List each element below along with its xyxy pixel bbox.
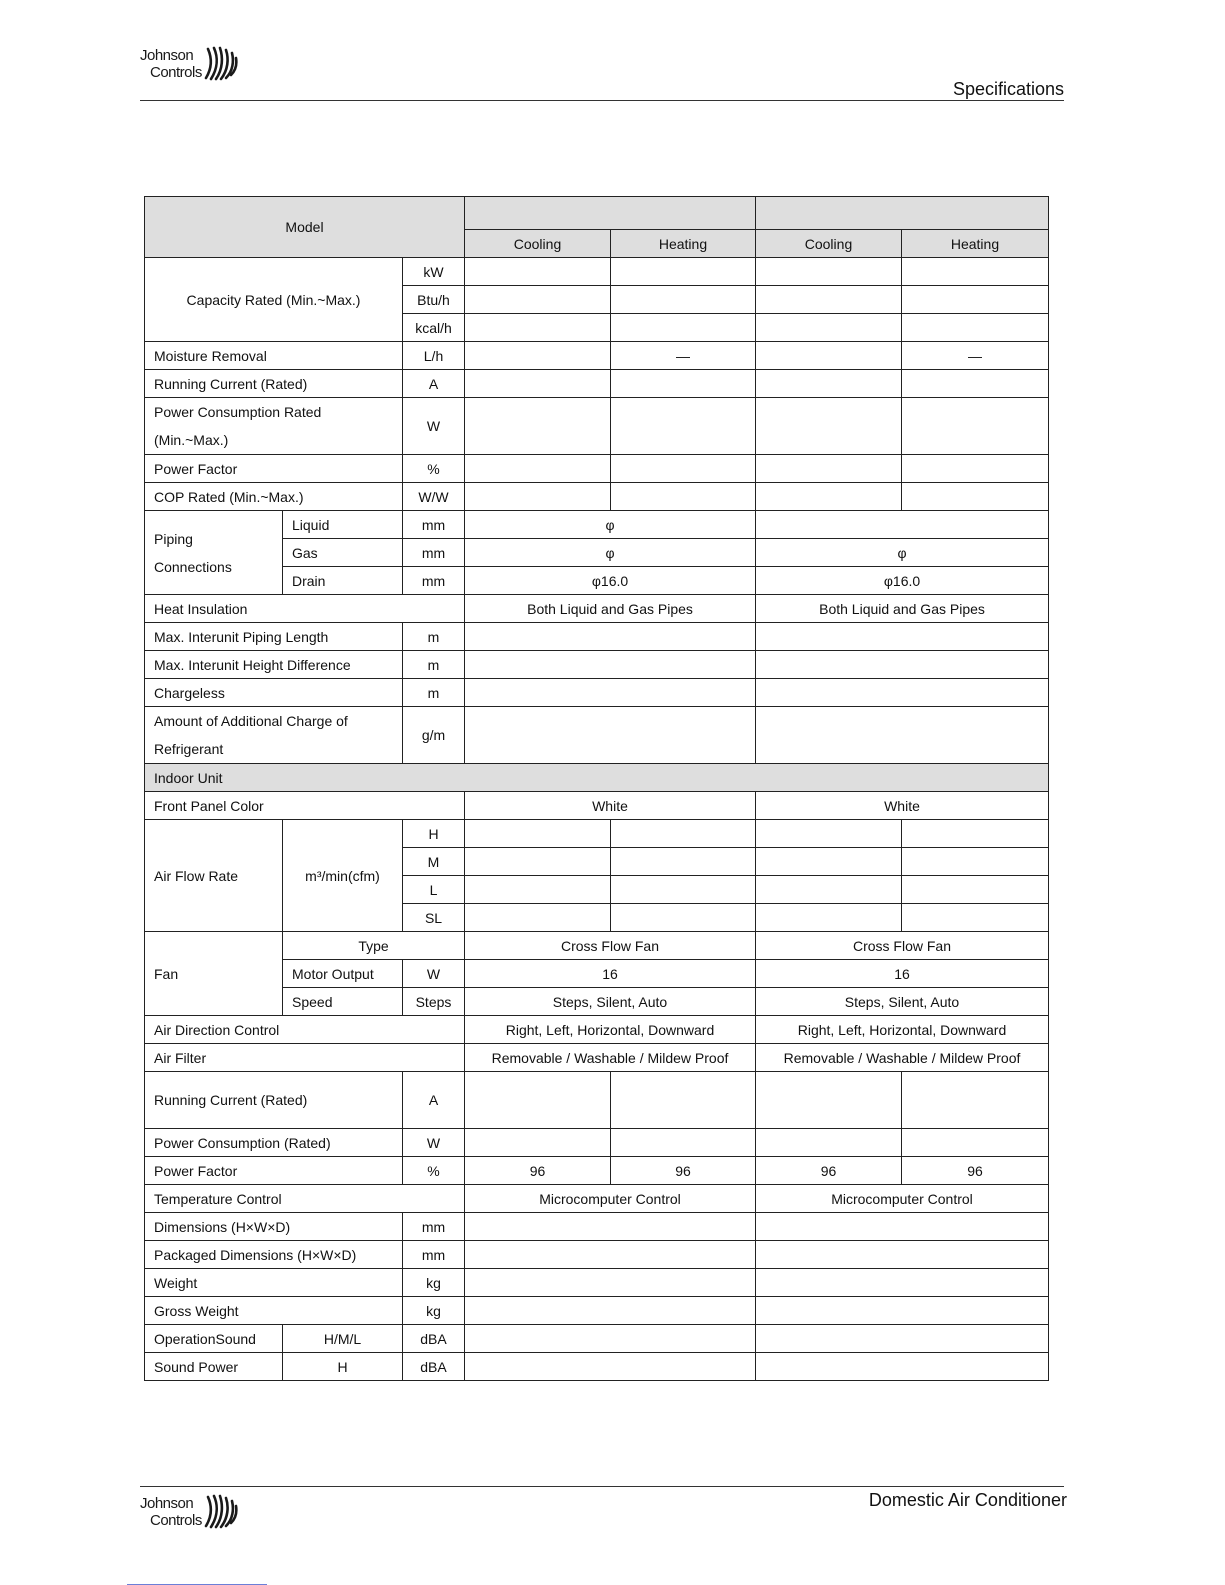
sound-power-level: H — [283, 1353, 403, 1381]
value-cell — [465, 398, 611, 455]
header-rule — [140, 100, 1064, 101]
value-cell — [902, 286, 1049, 314]
value-cell — [465, 707, 756, 764]
unit-cell: g/m — [403, 707, 465, 764]
unit-cell: W — [403, 1129, 465, 1157]
value-cell — [756, 623, 1049, 651]
value-cell — [756, 1213, 1049, 1241]
value-cell — [756, 258, 902, 286]
value-cell — [611, 848, 756, 876]
value-cell — [756, 455, 902, 483]
value-cell — [611, 904, 756, 932]
footer-company-logo — [140, 1494, 238, 1530]
table-row — [145, 1129, 1049, 1157]
value-cell — [756, 679, 1049, 707]
max-height-label: Max. Interunit Height Difference — [145, 651, 403, 679]
value-cell — [611, 398, 756, 455]
value-cell — [611, 483, 756, 511]
value-cell — [756, 286, 902, 314]
value-cell — [756, 1129, 902, 1157]
speed-level-cell: H — [403, 820, 465, 848]
table-row — [145, 679, 1049, 707]
logo-line-2: Controls — [150, 64, 202, 81]
value-cell — [756, 848, 902, 876]
value-cell — [902, 370, 1049, 398]
footer-rule — [140, 1486, 1064, 1487]
air-direction-label: Air Direction Control — [145, 1016, 465, 1044]
value-cell — [465, 623, 756, 651]
value-cell — [465, 1269, 756, 1297]
gas-value-2: φ — [756, 539, 1049, 567]
unit-cell: mm — [403, 539, 465, 567]
operation-sound-label: OperationSound — [145, 1325, 283, 1353]
value-cell — [902, 1129, 1049, 1157]
table-row — [145, 197, 1049, 230]
value-cell — [465, 1353, 756, 1381]
value-cell — [465, 679, 756, 707]
section-title: Specifications — [952, 79, 1064, 99]
fan-type-label: Type — [283, 932, 465, 960]
gas-value-1: φ — [465, 539, 756, 567]
drain-value-1: φ16.0 — [465, 567, 756, 595]
value-cell — [756, 876, 902, 904]
max-piping-label: Max. Interunit Piping Length — [145, 623, 403, 651]
value-cell — [611, 314, 756, 342]
table-row — [145, 1072, 1049, 1129]
speed-level-cell: SL — [403, 904, 465, 932]
value-cell — [902, 258, 1049, 286]
unit-cell: % — [403, 455, 465, 483]
unit-cell: L/h — [403, 342, 465, 370]
col-heating-1: Heating — [611, 230, 756, 258]
temperature-control-value-2: Microcomputer Control — [756, 1185, 1049, 1213]
value-cell: 96 — [611, 1157, 756, 1185]
temperature-control-value-1: Microcomputer Control — [465, 1185, 756, 1213]
value-cell: 96 — [902, 1157, 1049, 1185]
unit-cell: A — [403, 370, 465, 398]
power-consumption-label: Power Consumption Rated (Min.~Max.) — [145, 398, 403, 455]
unit-cell: Btu/h — [403, 286, 465, 314]
unit-cell: m — [403, 623, 465, 651]
table-row — [145, 398, 1049, 455]
table-row — [145, 1185, 1049, 1213]
value-cell — [465, 370, 611, 398]
table-row — [145, 764, 1049, 792]
piping-label: Piping Connections — [145, 511, 283, 595]
table-row — [145, 1269, 1049, 1297]
table-row — [145, 792, 1049, 820]
specification-table — [144, 196, 1049, 1381]
value-cell — [756, 1072, 902, 1129]
cop-label: COP Rated (Min.~Max.) — [145, 483, 403, 511]
col-cooling-2: Cooling — [756, 230, 902, 258]
table-row — [145, 370, 1049, 398]
table-row — [145, 258, 1049, 286]
fan-type-value-1: Cross Flow Fan — [465, 932, 756, 960]
value-cell — [465, 1241, 756, 1269]
gross-weight-label: Gross Weight — [145, 1297, 403, 1325]
value-cell — [756, 483, 902, 511]
value-cell — [756, 342, 902, 370]
unit-cell: kW — [403, 258, 465, 286]
speed-level-cell: M — [403, 848, 465, 876]
value-cell — [902, 314, 1049, 342]
unit-cell: W — [403, 960, 465, 988]
value-cell: 96 — [465, 1157, 611, 1185]
value-cell — [465, 286, 611, 314]
unit-cell: mm — [403, 511, 465, 539]
logo-wordmark — [140, 1495, 202, 1529]
value-cell — [902, 398, 1049, 455]
liquid-label: Liquid — [283, 511, 403, 539]
value-cell — [611, 258, 756, 286]
value-cell — [465, 848, 611, 876]
value-cell — [465, 904, 611, 932]
speed-value-1: Steps, Silent, Auto — [465, 988, 756, 1016]
value-cell — [902, 820, 1049, 848]
unit-cell: mm — [403, 1241, 465, 1269]
logo-line-1: Johnson — [140, 47, 194, 64]
capacity-label: Capacity Rated (Min.~Max.) — [145, 258, 403, 342]
table-row — [145, 455, 1049, 483]
value-cell — [611, 370, 756, 398]
value-cell — [756, 651, 1049, 679]
table-row — [145, 1044, 1049, 1072]
model-2-header — [756, 197, 1049, 230]
sound-power-label: Sound Power — [145, 1353, 283, 1381]
front-panel-value-2: White — [756, 792, 1049, 820]
value-cell — [465, 455, 611, 483]
value-cell — [465, 314, 611, 342]
drain-label: Drain — [283, 567, 403, 595]
unit-cell: m — [403, 679, 465, 707]
speed-level-cell: L — [403, 876, 465, 904]
air-filter-label: Air Filter — [145, 1044, 465, 1072]
value-cell — [465, 342, 611, 370]
table-row — [145, 483, 1049, 511]
value-cell — [611, 1129, 756, 1157]
value-cell — [465, 820, 611, 848]
speed-label: Speed — [283, 988, 403, 1016]
value-cell — [465, 1297, 756, 1325]
footer-title: Domestic Air Conditioner — [868, 1490, 1067, 1510]
table-row — [145, 342, 1049, 370]
value-cell — [465, 258, 611, 286]
col-heating-2: Heating — [902, 230, 1049, 258]
front-panel-label: Front Panel Color — [145, 792, 465, 820]
value-cell: — — [611, 342, 756, 370]
dimensions-label: Dimensions (H×W×D) — [145, 1213, 403, 1241]
value-cell: 96 — [756, 1157, 902, 1185]
drain-value-2: φ16.0 — [756, 567, 1049, 595]
unit-cell: W/W — [403, 483, 465, 511]
heat-insulation-label: Heat Insulation — [145, 595, 465, 623]
gas-label: Gas — [283, 539, 403, 567]
value-cell — [611, 286, 756, 314]
front-panel-value-1: White — [465, 792, 756, 820]
table-row — [145, 623, 1049, 651]
value-cell — [756, 1325, 1049, 1353]
table-row — [145, 1325, 1049, 1353]
indoor-unit-section: Indoor Unit — [145, 764, 1049, 792]
value-cell — [756, 707, 1049, 764]
value-cell — [756, 314, 902, 342]
unit-cell: W — [403, 398, 465, 455]
moisture-label: Moisture Removal — [145, 342, 403, 370]
logo-stripes-icon — [202, 1494, 238, 1530]
motor-output-label: Motor Output — [283, 960, 403, 988]
unit-cell: A — [403, 1072, 465, 1129]
air-direction-value-1: Right, Left, Horizontal, Downward — [465, 1016, 756, 1044]
weight-label: Weight — [145, 1269, 403, 1297]
model-header: Model — [145, 197, 465, 258]
value-cell — [611, 455, 756, 483]
unit-cell: kcal/h — [403, 314, 465, 342]
air-filter-value-1: Removable / Washable / Mildew Proof — [465, 1044, 756, 1072]
running-current-label: Running Current (Rated) — [145, 370, 403, 398]
unit-cell: % — [403, 1157, 465, 1185]
col-cooling-1: Cooling — [465, 230, 611, 258]
liquid-value-2 — [756, 511, 1049, 539]
unit-cell: Steps — [403, 988, 465, 1016]
value-cell — [902, 848, 1049, 876]
value-cell — [465, 651, 756, 679]
fan-type-value-2: Cross Flow Fan — [756, 932, 1049, 960]
speed-value-2: Steps, Silent, Auto — [756, 988, 1049, 1016]
value-cell — [465, 1129, 611, 1157]
liquid-value-1: φ — [465, 511, 756, 539]
value-cell — [756, 1241, 1049, 1269]
value-cell — [902, 1072, 1049, 1129]
company-logo — [140, 46, 238, 82]
value-cell: — — [902, 342, 1049, 370]
unit-cell: kg — [403, 1269, 465, 1297]
table-row — [145, 1016, 1049, 1044]
logo-wordmark — [140, 47, 202, 81]
packaged-dimensions-label: Packaged Dimensions (H×W×D) — [145, 1241, 403, 1269]
value-cell — [465, 1072, 611, 1129]
table-row — [145, 932, 1049, 960]
indoor-running-current-label: Running Current (Rated) — [145, 1072, 403, 1129]
value-cell — [465, 483, 611, 511]
unit-cell: m — [403, 651, 465, 679]
value-cell — [902, 876, 1049, 904]
value-cell — [756, 398, 902, 455]
air-filter-value-2: Removable / Washable / Mildew Proof — [756, 1044, 1049, 1072]
value-cell — [756, 1297, 1049, 1325]
logo-line-1: Johnson — [140, 1495, 194, 1512]
air-direction-value-2: Right, Left, Horizontal, Downward — [756, 1016, 1049, 1044]
value-cell — [756, 1269, 1049, 1297]
additional-charge-label: Amount of Additional Charge of Refrigerant — [145, 707, 403, 764]
logo-stripes-icon — [202, 46, 238, 82]
operation-sound-levels: H/M/L — [283, 1325, 403, 1353]
table-row — [145, 707, 1049, 764]
value-cell — [902, 455, 1049, 483]
table-row — [145, 1157, 1049, 1185]
table-row — [145, 1213, 1049, 1241]
table-row — [145, 595, 1049, 623]
unit-cell: kg — [403, 1297, 465, 1325]
temperature-control-label: Temperature Control — [145, 1185, 465, 1213]
value-cell — [611, 876, 756, 904]
value-cell — [756, 370, 902, 398]
indoor-power-consumption-label: Power Consumption (Rated) — [145, 1129, 403, 1157]
value-cell — [902, 483, 1049, 511]
heat-insulation-value-1: Both Liquid and Gas Pipes — [465, 595, 756, 623]
model-1-header — [465, 197, 756, 230]
unit-cell: dBA — [403, 1325, 465, 1353]
table-row — [145, 1297, 1049, 1325]
value-cell — [756, 904, 902, 932]
unit-cell: dBA — [403, 1353, 465, 1381]
value-cell — [756, 820, 902, 848]
air-flow-unit: m³/min(cfm) — [283, 820, 403, 932]
motor-output-value-1: 16 — [465, 960, 756, 988]
table-row — [145, 1241, 1049, 1269]
table-row — [145, 1353, 1049, 1381]
value-cell — [756, 1353, 1049, 1381]
power-factor-label: Power Factor — [145, 455, 403, 483]
unit-cell: mm — [403, 567, 465, 595]
value-cell — [611, 820, 756, 848]
indoor-power-factor-label: Power Factor — [145, 1157, 403, 1185]
table-row — [145, 511, 1049, 539]
table-row — [145, 820, 1049, 848]
value-cell — [611, 1072, 756, 1129]
table-row — [145, 651, 1049, 679]
value-cell — [465, 1325, 756, 1353]
chargeless-label: Chargeless — [145, 679, 403, 707]
motor-output-value-2: 16 — [756, 960, 1049, 988]
logo-line-2: Controls — [150, 1512, 202, 1529]
value-cell — [902, 904, 1049, 932]
value-cell — [465, 1213, 756, 1241]
heat-insulation-value-2: Both Liquid and Gas Pipes — [756, 595, 1049, 623]
fan-label: Fan — [145, 932, 283, 1016]
unit-cell: mm — [403, 1213, 465, 1241]
air-flow-label: Air Flow Rate — [145, 820, 283, 932]
value-cell — [465, 876, 611, 904]
